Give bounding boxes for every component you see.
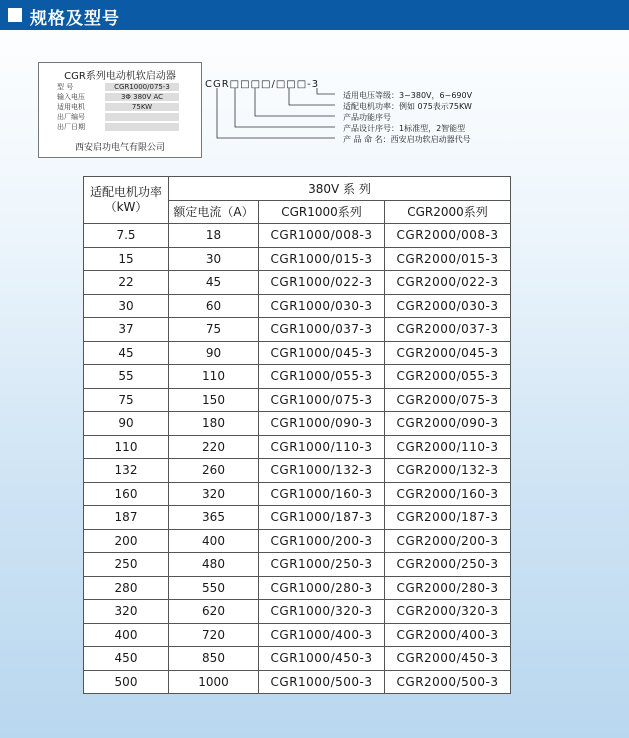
nameplate-value: [105, 113, 179, 121]
table-row: [84, 435, 511, 459]
legend-name: 产 品 命 名：西安启功软启动器代号: [343, 135, 471, 144]
header-current: 额定电流（A）: [169, 200, 259, 224]
cell-power: 280: [84, 576, 169, 600]
nameplate-row: [57, 102, 201, 112]
cell-cgr2000-model: CGR2000/187-3: [385, 506, 511, 530]
cell-cgr2000-model: CGR2000/075-3: [385, 388, 511, 412]
nameplate-row: [57, 112, 201, 122]
cell-current: 480: [169, 553, 259, 577]
cell-power: 22: [84, 271, 169, 295]
table-row: [84, 553, 511, 577]
cell-cgr1000-model: CGR1000/045-3: [259, 341, 385, 365]
cell-current: 620: [169, 600, 259, 624]
nameplate-key: 出厂编号: [57, 113, 85, 121]
company-name: 西安启功电气有限公司: [74, 143, 165, 153]
table-row: [84, 506, 511, 530]
cell-power: 320: [84, 600, 169, 624]
cell-cgr1000-model: CGR1000/450-3: [259, 647, 385, 671]
table-row: [84, 670, 511, 694]
cell-power: 55: [84, 365, 169, 389]
cell-cgr1000-model: CGR1000/022-3: [259, 271, 385, 295]
header-cgr1000: CGR1000系列: [259, 200, 385, 224]
cell-current: 720: [169, 623, 259, 647]
section-header: [0, 0, 629, 30]
section-title: 规格及型号: [30, 9, 120, 29]
cell-cgr2000-model: CGR2000/280-3: [385, 576, 511, 600]
cell-power: 45: [84, 341, 169, 365]
table-row: [84, 459, 511, 483]
cell-cgr1000-model: CGR1000/037-3: [259, 318, 385, 342]
cell-power: 500: [84, 670, 169, 694]
cell-current: 400: [169, 529, 259, 553]
table-row: [84, 576, 511, 600]
nameplate-title: CGR系列电动机软启动器: [64, 71, 176, 82]
legend-design: 产品设计序号：1标准型，2智能型: [343, 124, 466, 133]
cell-current: 180: [169, 412, 259, 436]
nameplate-key: 输入电压: [57, 93, 85, 101]
cell-current: 90: [169, 341, 259, 365]
cell-current: 1000: [169, 670, 259, 694]
cell-current: 30: [169, 247, 259, 271]
cell-power: 7.5: [84, 224, 169, 248]
table-row: [84, 341, 511, 365]
cell-current: 365: [169, 506, 259, 530]
cell-cgr2000-model: CGR2000/132-3: [385, 459, 511, 483]
nameplate: [38, 62, 202, 158]
cell-cgr2000-model: CGR2000/320-3: [385, 600, 511, 624]
cell-cgr2000-model: CGR2000/015-3: [385, 247, 511, 271]
header-380v-series: 380V 系 列: [169, 177, 511, 201]
cell-cgr2000-model: CGR2000/160-3: [385, 482, 511, 506]
cell-power: 75: [84, 388, 169, 412]
cell-power: 90: [84, 412, 169, 436]
cell-current: 110: [169, 365, 259, 389]
legend-power: 适配电机功率：例如 075表示75KW: [343, 102, 472, 111]
cell-cgr1000-model: CGR1000/132-3: [259, 459, 385, 483]
table-row: [84, 365, 511, 389]
cell-cgr2000-model: CGR2000/030-3: [385, 294, 511, 318]
cell-current: 320: [169, 482, 259, 506]
cell-cgr1000-model: CGR1000/110-3: [259, 435, 385, 459]
table-row: [84, 412, 511, 436]
cell-cgr1000-model: CGR1000/500-3: [259, 670, 385, 694]
legend-voltage: 适用电压等级：3~380V，6~690V: [343, 91, 473, 100]
cell-cgr1000-model: CGR1000/160-3: [259, 482, 385, 506]
cell-current: 220: [169, 435, 259, 459]
cell-cgr2000-model: CGR2000/008-3: [385, 224, 511, 248]
cell-power: 187: [84, 506, 169, 530]
cell-cgr1000-model: CGR1000/250-3: [259, 553, 385, 577]
cell-current: 150: [169, 388, 259, 412]
header-cgr2000: CGR2000系列: [385, 200, 511, 224]
spec-table-body: [84, 224, 511, 694]
cell-current: 60: [169, 294, 259, 318]
table-row: [84, 647, 511, 671]
cell-cgr2000-model: CGR2000/200-3: [385, 529, 511, 553]
nameplate-key: 型 号: [57, 83, 74, 91]
nameplate-row: [57, 122, 201, 132]
cell-cgr1000-model: CGR1000/015-3: [259, 247, 385, 271]
cell-power: 110: [84, 435, 169, 459]
cell-cgr2000-model: CGR2000/400-3: [385, 623, 511, 647]
table-row: [84, 388, 511, 412]
table-row: [84, 224, 511, 248]
cell-cgr1000-model: CGR1000/187-3: [259, 506, 385, 530]
nameplate-value: CGR1000/075-3: [105, 83, 179, 91]
nameplate-value: 75KW: [105, 103, 179, 111]
cell-current: 260: [169, 459, 259, 483]
cell-cgr1000-model: CGR1000/055-3: [259, 365, 385, 389]
nameplate-row: [57, 92, 201, 102]
cell-current: 45: [169, 271, 259, 295]
cell-cgr2000-model: CGR2000/110-3: [385, 435, 511, 459]
table-row: [84, 600, 511, 624]
cell-cgr1000-model: CGR1000/090-3: [259, 412, 385, 436]
table-row: [84, 271, 511, 295]
model-code: CGR□□□□/□□□-3: [205, 79, 320, 90]
cell-cgr2000-model: CGR2000/500-3: [385, 670, 511, 694]
cell-current: 550: [169, 576, 259, 600]
cell-cgr1000-model: CGR1000/320-3: [259, 600, 385, 624]
cell-cgr1000-model: CGR1000/280-3: [259, 576, 385, 600]
square-bullet-icon: [8, 8, 22, 22]
table-row: [84, 482, 511, 506]
cell-current: 75: [169, 318, 259, 342]
cell-power: 37: [84, 318, 169, 342]
nameplate-value: 3Φ 380V AC: [105, 93, 179, 101]
cell-power: 200: [84, 529, 169, 553]
cell-cgr1000-model: CGR1000/075-3: [259, 388, 385, 412]
legend-function: 产品功能序号: [343, 113, 391, 122]
table-row: [84, 247, 511, 271]
nameplate-key: 适用电机: [57, 103, 85, 111]
cell-cgr1000-model: CGR1000/008-3: [259, 224, 385, 248]
table-row: [84, 529, 511, 553]
spec-table: [83, 176, 511, 694]
cell-cgr2000-model: CGR2000/450-3: [385, 647, 511, 671]
cell-power: 400: [84, 623, 169, 647]
cell-cgr1000-model: CGR1000/200-3: [259, 529, 385, 553]
cell-current: 18: [169, 224, 259, 248]
cell-cgr2000-model: CGR2000/055-3: [385, 365, 511, 389]
cell-power: 132: [84, 459, 169, 483]
cell-cgr2000-model: CGR2000/250-3: [385, 553, 511, 577]
model-code-diagram: [205, 75, 625, 165]
table-row: [84, 294, 511, 318]
cell-cgr2000-model: CGR2000/037-3: [385, 318, 511, 342]
cell-power: 250: [84, 553, 169, 577]
cell-cgr1000-model: CGR1000/400-3: [259, 623, 385, 647]
cell-cgr2000-model: CGR2000/045-3: [385, 341, 511, 365]
nameplate-key: 出厂日期: [57, 123, 85, 131]
table-row: [84, 623, 511, 647]
table-row: [84, 318, 511, 342]
cell-power: 30: [84, 294, 169, 318]
cell-power: 450: [84, 647, 169, 671]
nameplate-row: [57, 82, 201, 92]
nameplate-value: [105, 123, 179, 131]
cell-power: 160: [84, 482, 169, 506]
cell-cgr1000-model: CGR1000/030-3: [259, 294, 385, 318]
cell-cgr2000-model: CGR2000/022-3: [385, 271, 511, 295]
header-power: 适配电机功率 （kW）: [84, 177, 169, 224]
cell-cgr2000-model: CGR2000/090-3: [385, 412, 511, 436]
cell-current: 850: [169, 647, 259, 671]
cell-power: 15: [84, 247, 169, 271]
